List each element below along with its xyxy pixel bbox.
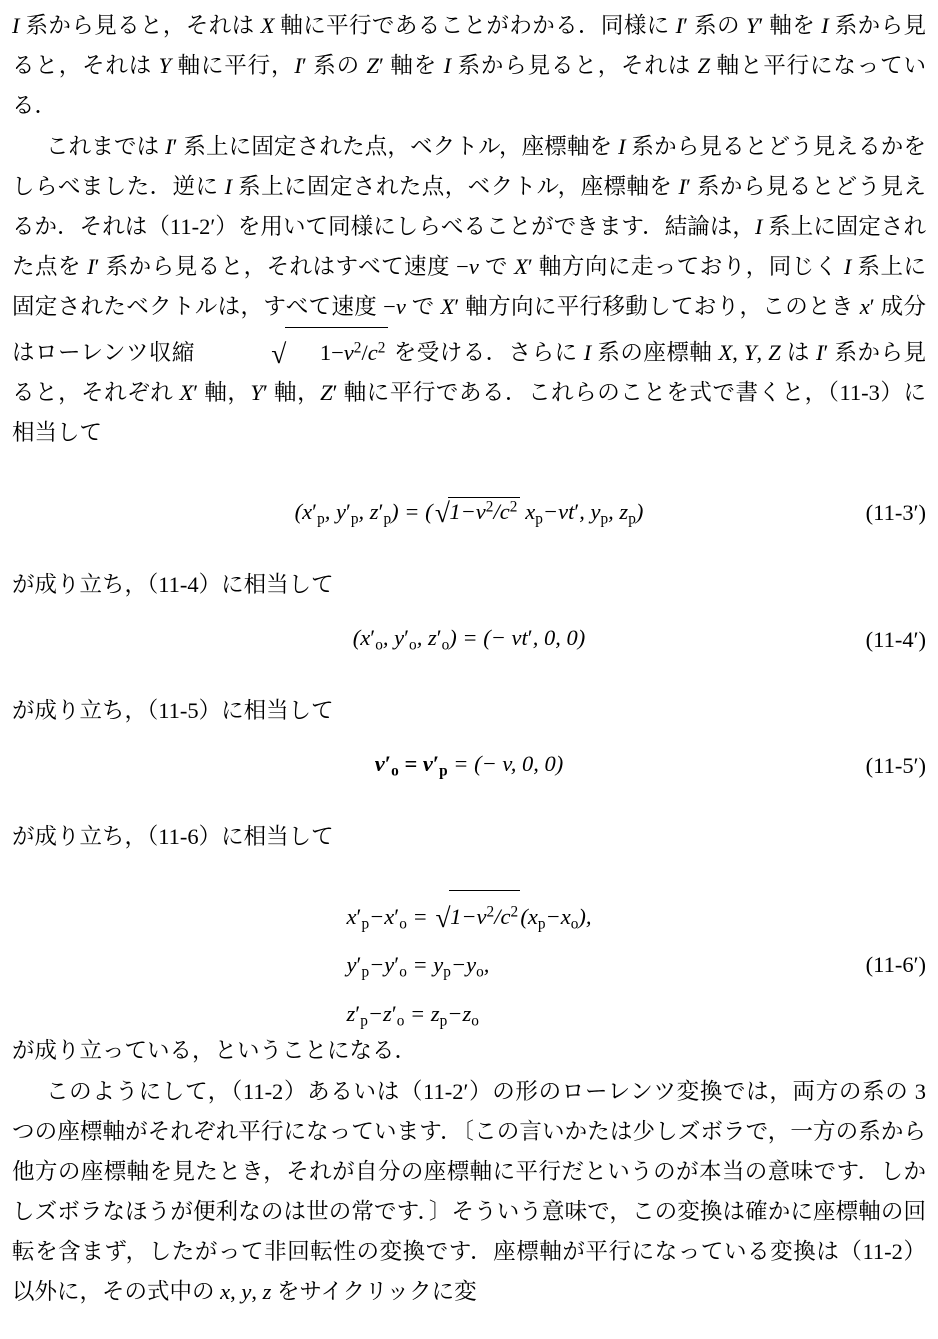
paragraph-7-text: このようにして，（11-2）あるいは（11-2′）の形のローレンツ変換では，両方の系の 3 つの座標軸がそれぞれ平行になっています．〔この言いかたは少しズボラで，一方の系から他方の座標軸を見たとき，それが自分の座標軸に平行だというのが本当の意味です．しかしズボラなほうが便利なのは世の常です．〕そういう意味で，この変換は確かに座標軸の回転を含まず，したがって非回転性の変換です．座標軸が平行になっている変換は（11-2）以外に，その式中の x, y, z をサイクリックに変 (12, 1079, 926, 1304)
paragraph-6-text: が成り立っている，ということになる． (12, 1038, 418, 1063)
paragraph-3-text: が成り立ち，（11-4）に相当して (12, 572, 334, 597)
paragraph-5 (12, 817, 926, 857)
equation-11-4-prime-body: ($x'_o$, $y'_o$, $z'_o$) = (− vt′, 0, 0) (352, 625, 586, 654)
paragraph-4 (12, 691, 926, 731)
equation-11-3-prime (12, 497, 926, 528)
equation-11-5-prime-number: (11-5′) (865, 752, 926, 778)
paragraph-2 (12, 127, 926, 453)
paragraph-3 (12, 565, 926, 605)
paragraph-6 (12, 1031, 926, 1071)
equation-11-4-prime-number: (11-4′) (865, 626, 926, 652)
equation-11-3-prime-body: ($x'_p$, $y'_p$, $z'_p) = (√1-v^2/c^2$ $x_p-vt'$, $y_p$, $z_p$) (294, 498, 644, 529)
paragraph-5-text: が成り立ち，（11-6）に相当して (12, 824, 334, 849)
paragraph-1-text: I 系から見ると，それは X 軸に平行であることがわかる．同様に I′ 系の Y′ 軸を I 系から見ると，それは Y 軸に平行，I′ 系の Z′ 軸を I 系から見ると，それは Z 軸と平行になっている． (12, 13, 926, 118)
paragraph-4-text: が成り立ち，（11-5）に相当して (12, 698, 334, 723)
equation-11-6-prime (12, 890, 926, 1041)
paragraph-1 (12, 6, 926, 126)
equation-11-4-prime (12, 625, 926, 654)
equation-11-5-prime-body: $v'_o = v'_p$ = (− v, 0, 0) (374, 751, 564, 780)
paragraph-7 (12, 1072, 926, 1312)
equation-11-3-prime-number: (11-3′) (865, 499, 926, 525)
paragraph-2-text: これまでは I′ 系上に固定された点，ベクトル，座標軸を I 系から見るとどう見えるかをしらべました．逆に I 系上に固定された点，ベクトル，座標軸を I′ 系から見るとどう見えるか．それは（11-2′）を用いて同様にしらべることができます．結論は，I 系上に固定された点を I′ 系から見ると，それはすべて速度 −v で X′ 軸方向に走っており，同じく I 系上に固定されたベクトルは，すべて速度 −v で X′ 軸方向に平行移動しており，このとき x′ 成分はローレンツ収縮 √ $1-v^2/c^2$ を受ける．さらに I 系の座標軸 X, Y, Z は I′ 系から見ると，それぞれ X′ 軸，Y′ 軸，Z′ 軸に平行である．これらのことを式で書くと，（11-3）に相当して (12, 134, 926, 446)
equation-11-6-prime-body: $x'_p-x'_o = √1-v^2/c^2$ $(x_p-x_o)$, $y'_p-y'_o = y_p-y_o$, $z'_p-z'_o = z_p-z_o$ (347, 890, 592, 1041)
equation-11-5-prime (12, 751, 926, 780)
equation-11-6-prime-number: (11-6′) (865, 952, 926, 978)
